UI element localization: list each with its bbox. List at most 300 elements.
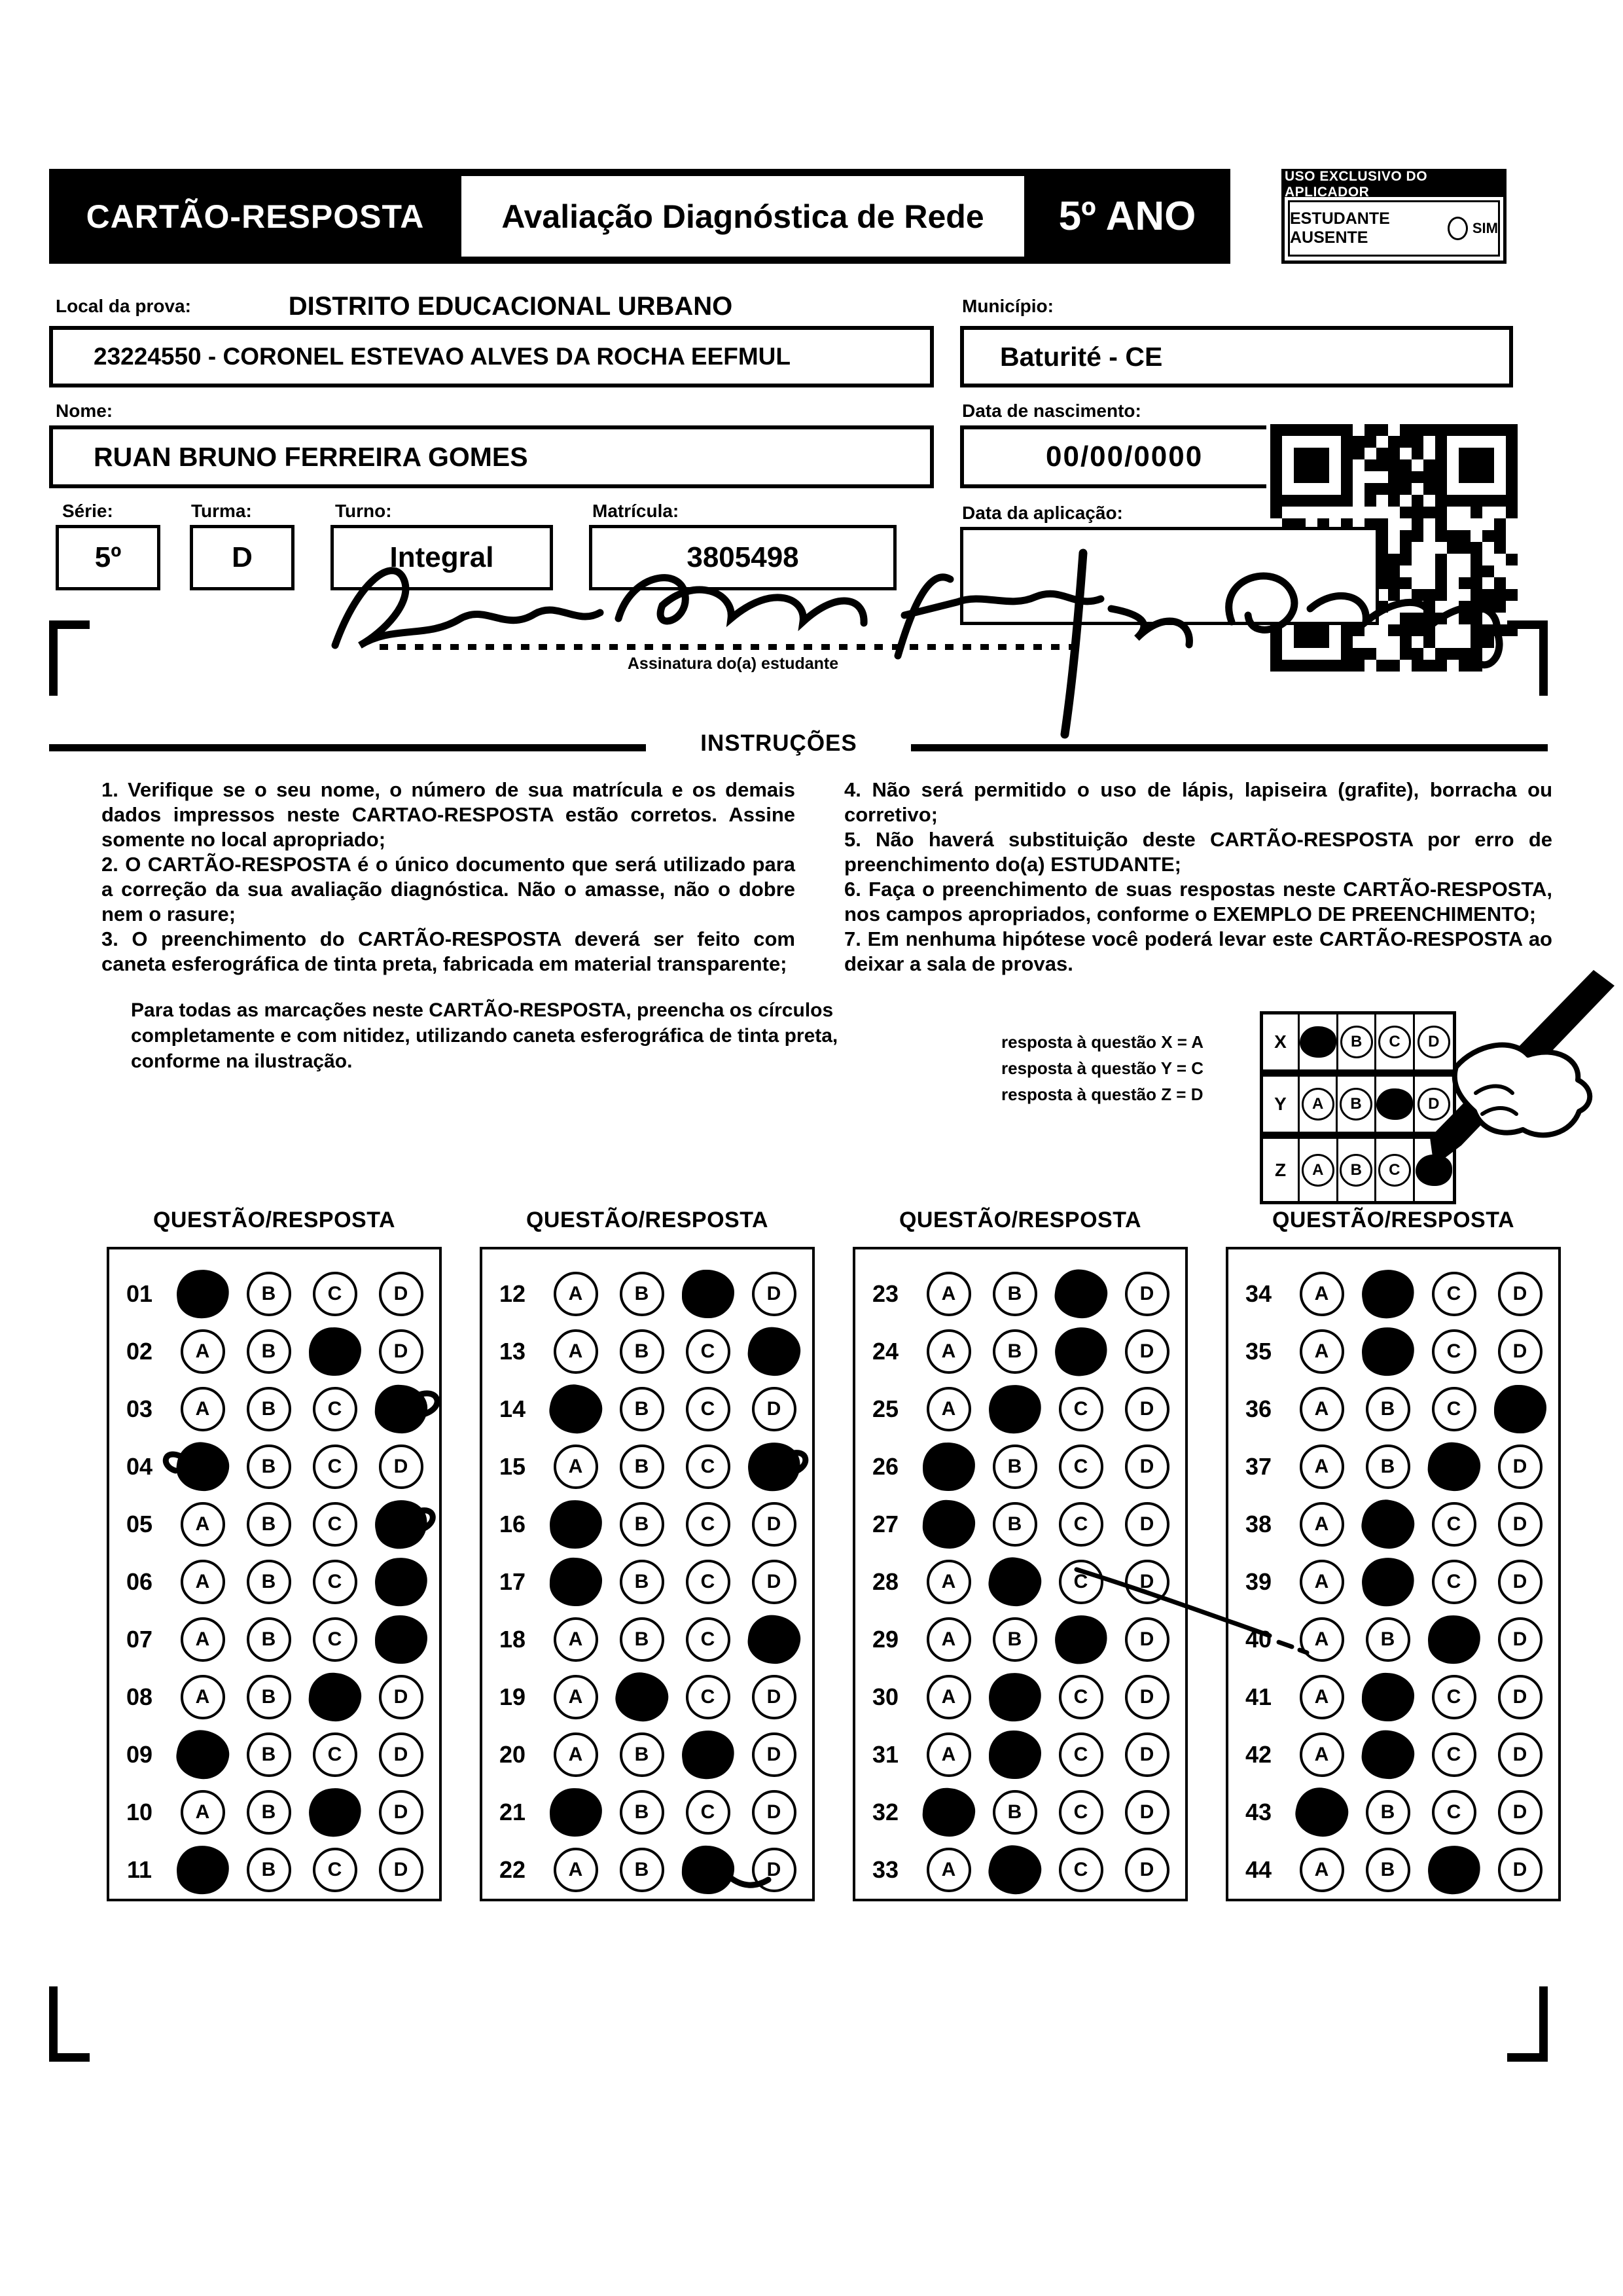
answer-bubble: B	[620, 1848, 664, 1892]
answer-bubble-marked	[1359, 1728, 1416, 1782]
answer-bubble: C	[1059, 1387, 1103, 1431]
answer-row	[855, 1841, 1185, 1899]
answer-bubble-marked	[548, 1787, 603, 1838]
answer-bubble-marked	[305, 1784, 365, 1841]
answer-bubble: D	[752, 1790, 796, 1835]
example-bubble: D	[1418, 1088, 1450, 1121]
answer-row	[1228, 1265, 1558, 1323]
instruction-item: 6. Faça o preenchimento de suas respostas neste CARTÃO-RESPOSTA, nos campos apropriados, conforme o EXEMPLO DE PREENCHIMENTO;	[844, 878, 1552, 925]
answer-bubble: C	[313, 1848, 357, 1892]
answer-bubble-marked	[308, 1327, 362, 1377]
answer-bubble-marked	[174, 1844, 230, 1897]
exam-title: Avaliação Diagnóstica de Rede	[461, 176, 1024, 257]
answer-bubble: B	[1366, 1617, 1410, 1662]
answer-bubble: A	[1300, 1675, 1344, 1719]
question-number: 02	[126, 1338, 153, 1365]
answer-bubble: D	[1498, 1617, 1543, 1662]
answer-bubble: B	[993, 1444, 1037, 1489]
answer-row	[1228, 1553, 1558, 1611]
answer-bubble: D	[1125, 1444, 1169, 1489]
answer-row	[109, 1553, 439, 1611]
answer-bubble: C	[1432, 1272, 1476, 1316]
answer-bubble: A	[181, 1329, 225, 1374]
question-number: 12	[499, 1280, 526, 1307]
question-number: 29	[872, 1626, 899, 1653]
answer-bubble: C	[313, 1444, 357, 1489]
answer-bubble: A	[181, 1617, 225, 1662]
answer-bubble: C	[686, 1329, 730, 1374]
question-number: 15	[499, 1453, 526, 1480]
answer-bubble-marked	[1050, 1322, 1112, 1380]
answer-bubble: D	[379, 1732, 423, 1777]
answer-row	[109, 1438, 439, 1496]
answer-bubble: B	[620, 1790, 664, 1835]
answer-bubble: A	[927, 1675, 971, 1719]
answer-bubble: B	[1366, 1848, 1410, 1892]
hand-pen-illustration	[1378, 969, 1620, 1185]
crop-mark-bottom-right	[1507, 1986, 1548, 2062]
answer-bubble-marked	[1291, 1784, 1352, 1841]
local-value: DISTRITO EDUCACIONAL URBANO	[288, 292, 733, 321]
answer-bubble-marked	[921, 1442, 976, 1492]
answer-bubble: A	[1300, 1732, 1344, 1777]
answer-bubble-marked	[921, 1499, 976, 1550]
answer-bubble-marked	[1358, 1554, 1418, 1610]
answer-bubble: A	[554, 1444, 598, 1489]
answer-bubble-marked	[745, 1325, 802, 1378]
answer-bubble: B	[1366, 1790, 1410, 1835]
answer-bubble: D	[1125, 1329, 1169, 1374]
example-bubble: B	[1340, 1026, 1373, 1058]
answer-bubble: D	[1125, 1560, 1169, 1604]
answer-bubble: D	[1498, 1560, 1543, 1604]
answer-row	[855, 1265, 1185, 1323]
answer-bubble: B	[247, 1272, 291, 1316]
answer-bubble: C	[686, 1387, 730, 1431]
answer-bubble: B	[620, 1444, 664, 1489]
crop-mark-bottom-left	[49, 1986, 90, 2062]
answer-bubble: A	[554, 1848, 598, 1892]
answer-row	[1228, 1438, 1558, 1496]
question-number: 39	[1245, 1568, 1272, 1595]
answer-row	[1228, 1380, 1558, 1438]
turno-field: Integral	[330, 525, 553, 590]
answer-bubble: B	[993, 1790, 1037, 1835]
crop-mark-top-right	[1507, 620, 1548, 696]
answer-bubble-marked	[681, 1845, 735, 1895]
answer-row	[482, 1611, 812, 1668]
answer-bubble: A	[1300, 1444, 1344, 1489]
answer-row	[109, 1841, 439, 1899]
answers-column-3	[853, 1247, 1188, 1901]
answers-header-4: QUESTÃO/RESPOSTA	[1272, 1208, 1515, 1232]
answer-bubble-marked	[985, 1842, 1044, 1898]
answer-bubble: C	[1059, 1848, 1103, 1892]
answer-bubble-marked	[372, 1555, 429, 1609]
grade-label: 5º ANO	[1058, 194, 1196, 239]
question-number: 21	[499, 1799, 526, 1825]
answer-bubble: C	[1059, 1444, 1103, 1489]
answer-bubble: C	[1432, 1732, 1476, 1777]
answer-row	[1228, 1668, 1558, 1726]
answer-bubble: D	[752, 1732, 796, 1777]
answer-row	[482, 1784, 812, 1841]
answer-bubble-marked	[986, 1670, 1043, 1724]
answer-bubble: A	[181, 1502, 225, 1547]
turma-field: D	[190, 525, 294, 590]
answer-bubble-marked	[745, 1613, 802, 1666]
answer-bubble-marked	[1358, 1496, 1418, 1553]
question-number: 03	[126, 1395, 153, 1422]
answer-bubble: A	[181, 1790, 225, 1835]
answer-row	[855, 1496, 1185, 1553]
answer-bubble-marked	[546, 1381, 606, 1438]
answer-bubble: C	[313, 1732, 357, 1777]
answer-bubble: D	[1125, 1675, 1169, 1719]
answer-bubble: D	[1125, 1272, 1169, 1316]
question-number: 04	[126, 1453, 153, 1480]
answer-bubble: B	[247, 1732, 291, 1777]
absent-option-label: SIM	[1472, 220, 1498, 236]
question-number: 25	[872, 1395, 899, 1422]
answer-bubble-marked	[986, 1382, 1043, 1436]
answer-bubble-marked	[173, 1727, 232, 1783]
instructions-rule-left	[49, 744, 646, 751]
answer-bubble: D	[1498, 1329, 1543, 1374]
answer-row	[855, 1553, 1185, 1611]
question-number: 20	[499, 1741, 526, 1768]
example-bubble: C	[1378, 1026, 1411, 1058]
answer-bubble: A	[1300, 1329, 1344, 1374]
question-number: 13	[499, 1338, 526, 1365]
answer-bubble: B	[993, 1617, 1037, 1662]
answer-bubble: A	[1300, 1560, 1344, 1604]
applicator-box	[1281, 169, 1507, 264]
instruction-item: 3. O preenchimento do CARTÃO-RESPOSTA deverá ser feito com caneta esferográfica de tinta preta, fabricada em material transparente;	[101, 927, 795, 975]
instructions-rule-right	[911, 744, 1548, 751]
answer-bubble: D	[1498, 1675, 1543, 1719]
answer-bubble: B	[620, 1272, 664, 1316]
answer-row	[482, 1265, 812, 1323]
answer-row	[855, 1380, 1185, 1438]
answer-bubble-marked	[1494, 1385, 1546, 1433]
answer-bubble-marked	[173, 1266, 231, 1321]
crop-mark-top-left	[49, 620, 90, 696]
absent-label: ESTUDANTE AUSENTE	[1290, 209, 1390, 247]
example-cell	[1300, 1077, 1338, 1132]
answer-bubble: C	[1059, 1790, 1103, 1835]
answer-bubble: C	[1059, 1675, 1103, 1719]
answer-bubble: D	[379, 1848, 423, 1892]
answer-bubble-marked	[921, 1786, 976, 1838]
answer-row	[855, 1323, 1185, 1380]
answer-bubble-marked	[1359, 1325, 1416, 1378]
answer-row	[109, 1784, 439, 1841]
answer-bubble: D	[1125, 1387, 1169, 1431]
answer-bubble-marked	[988, 1730, 1041, 1779]
question-number: 37	[1245, 1453, 1272, 1480]
answer-bubble: C	[313, 1502, 357, 1547]
answer-bubble-marked	[549, 1557, 602, 1606]
answer-bubble: D	[1125, 1848, 1169, 1892]
answer-bubble: D	[379, 1675, 423, 1719]
instructions-left-column	[101, 778, 795, 977]
answer-bubble: B	[247, 1502, 291, 1547]
answers-column-1	[107, 1247, 442, 1901]
answer-bubble: B	[620, 1502, 664, 1547]
absent-sim-bubble	[1448, 217, 1468, 240]
answer-bubble: B	[993, 1272, 1037, 1316]
nascimento-field: 00/00/0000	[960, 425, 1379, 488]
question-number: 42	[1245, 1741, 1272, 1768]
question-number: 10	[126, 1799, 153, 1825]
serie-label: Série:	[62, 501, 113, 521]
answer-bubble-marked	[1052, 1266, 1109, 1321]
question-number: 26	[872, 1453, 899, 1480]
question-number: 40	[1245, 1626, 1272, 1653]
turno-label: Turno:	[335, 501, 392, 521]
example-row-label: Z	[1263, 1139, 1300, 1201]
instruction-item: 5. Não haverá substituição deste CARTÃO-RESPOSTA por erro de preenchimento do(a) ESTUDANTE;	[844, 828, 1552, 876]
example-bubble: B	[1340, 1154, 1372, 1187]
answer-row	[1228, 1323, 1558, 1380]
answer-bubble: B	[247, 1387, 291, 1431]
example-cell	[1338, 1077, 1376, 1132]
example-legend-line: resposta à questão X = A	[1001, 1032, 1204, 1052]
example-legend-line: resposta à questão Y = C	[1001, 1058, 1204, 1078]
answer-bubble: C	[1432, 1502, 1476, 1547]
question-number: 44	[1245, 1856, 1272, 1883]
answer-bubble: C	[686, 1444, 730, 1489]
answer-bubble: B	[620, 1617, 664, 1662]
question-number: 30	[872, 1683, 899, 1710]
answer-bubble: A	[181, 1560, 225, 1604]
answer-bubble: D	[1498, 1732, 1543, 1777]
answer-row	[109, 1323, 439, 1380]
answer-bubble: C	[1059, 1732, 1103, 1777]
question-number: 07	[126, 1626, 153, 1653]
question-number: 09	[126, 1741, 153, 1768]
answer-bubble: D	[752, 1272, 796, 1316]
question-number: 27	[872, 1511, 899, 1537]
question-number: 33	[872, 1856, 899, 1883]
answer-row	[1228, 1841, 1558, 1899]
answer-row	[109, 1726, 439, 1784]
answer-bubble: D	[379, 1790, 423, 1835]
answer-bubble: A	[927, 1732, 971, 1777]
answer-bubble: C	[686, 1502, 730, 1547]
answer-row	[109, 1611, 439, 1668]
answer-bubble: B	[620, 1329, 664, 1374]
answer-bubble-marked	[986, 1554, 1044, 1609]
instruction-item: 2. O CARTÃO-RESPOSTA é o único documento que será utilizado para a correção da sua avaliação diagnóstica. Não o amasse, não o dobre nem o rasure;	[101, 853, 795, 925]
answer-row	[482, 1323, 812, 1380]
answer-bubble: D	[1498, 1502, 1543, 1547]
answer-row	[482, 1438, 812, 1496]
header-band	[49, 169, 1230, 264]
answer-bubble: A	[554, 1272, 598, 1316]
answer-bubble: C	[686, 1617, 730, 1662]
example-bubble: A	[1302, 1088, 1334, 1121]
answer-bubble: B	[620, 1560, 664, 1604]
absent-row	[1288, 200, 1500, 257]
question-number: 28	[872, 1568, 899, 1595]
answer-bubble: C	[1432, 1560, 1476, 1604]
answer-bubble: C	[313, 1617, 357, 1662]
answer-bubble: C	[1059, 1502, 1103, 1547]
answer-row	[1228, 1496, 1558, 1553]
answer-bubble: D	[1125, 1790, 1169, 1835]
answer-bubble: D	[379, 1444, 423, 1489]
answer-bubble-marked	[1425, 1441, 1482, 1494]
question-number: 18	[499, 1626, 526, 1653]
answer-row	[482, 1668, 812, 1726]
answer-row	[855, 1784, 1185, 1841]
answer-bubble: A	[1300, 1502, 1344, 1547]
answer-bubble: B	[1366, 1444, 1410, 1489]
answer-bubble: A	[927, 1560, 971, 1604]
answer-bubble: C	[1432, 1387, 1476, 1431]
answer-bubble-marked	[374, 1384, 429, 1435]
answer-bubble: B	[247, 1675, 291, 1719]
answer-bubble-marked	[374, 1615, 427, 1664]
instruction-item: 1. Verifique se o seu nome, o número de sua matrícula e os demais dados impressos neste CARTAO-RESPOSTA estão corretos. Assine somente no local apropriado;	[101, 778, 795, 851]
answer-bubble: D	[1498, 1444, 1543, 1489]
answer-bubble: C	[313, 1560, 357, 1604]
answer-bubble: C	[1432, 1790, 1476, 1835]
answer-bubble: A	[554, 1329, 598, 1374]
answer-bubble: D	[1125, 1502, 1169, 1547]
answer-row	[109, 1380, 439, 1438]
answer-bubble: A	[1300, 1848, 1344, 1892]
answer-bubble: A	[554, 1732, 598, 1777]
answer-bubble: D	[1125, 1617, 1169, 1662]
question-number: 35	[1245, 1338, 1272, 1365]
answer-bubble: B	[247, 1848, 291, 1892]
question-number: 43	[1245, 1799, 1272, 1825]
question-number: 24	[872, 1338, 899, 1365]
example-bubble: C	[1378, 1154, 1411, 1187]
answer-bubble: A	[927, 1617, 971, 1662]
question-number: 38	[1245, 1511, 1272, 1537]
answers-column-2	[480, 1247, 815, 1901]
example-cell	[1300, 1139, 1338, 1201]
question-number: 22	[499, 1856, 526, 1883]
answer-bubble: A	[1300, 1387, 1344, 1431]
aplicacao-field	[960, 527, 1379, 625]
answer-bubble-marked	[682, 1270, 734, 1318]
question-number: 41	[1245, 1683, 1272, 1710]
question-number: 36	[1245, 1395, 1272, 1422]
answer-bubble: C	[313, 1272, 357, 1316]
example-bubble-filled	[1300, 1026, 1336, 1058]
answer-bubble: C	[1059, 1560, 1103, 1604]
answer-bubble-marked	[744, 1439, 804, 1495]
instructions-right-column	[844, 778, 1552, 977]
question-number: 17	[499, 1568, 526, 1595]
local-label: Local da prova:	[56, 296, 191, 316]
answer-bubble: D	[1498, 1848, 1543, 1892]
answers-column-4	[1226, 1247, 1561, 1901]
answer-row	[482, 1380, 812, 1438]
example-bubble: D	[1418, 1026, 1450, 1058]
answers-header-2: QUESTÃO/RESPOSTA	[526, 1208, 769, 1232]
example-row-label: X	[1263, 1014, 1300, 1069]
answer-bubble-marked	[1361, 1672, 1414, 1721]
answer-bubble-marked	[611, 1668, 672, 1726]
instruction-item: 7. Em nenhuma hipótese você poderá levar este CARTÃO-RESPOSTA ao deixar a sala de provas.	[844, 927, 1552, 975]
answer-row	[482, 1553, 812, 1611]
answer-bubble: D	[752, 1675, 796, 1719]
question-number: 11	[126, 1856, 152, 1883]
answers-header-1: QUESTÃO/RESPOSTA	[152, 1208, 396, 1232]
answer-row	[855, 1668, 1185, 1726]
question-number: 19	[499, 1683, 526, 1710]
example-row-label: Y	[1263, 1077, 1300, 1132]
answer-bubble: C	[686, 1560, 730, 1604]
municipio-field: Baturité - CE	[960, 326, 1513, 387]
matricula-label: Matrícula:	[592, 501, 679, 521]
example-legend-line: resposta à questão Z = D	[1001, 1085, 1204, 1104]
answer-bubble: A	[927, 1387, 971, 1431]
answer-bubble: B	[620, 1732, 664, 1777]
example-cell	[1338, 1014, 1376, 1069]
answer-row	[482, 1841, 812, 1899]
matricula-field: 3805498	[589, 525, 897, 590]
answer-bubble: A	[927, 1272, 971, 1316]
answer-bubble: A	[554, 1617, 598, 1662]
municipio-label: Município:	[962, 296, 1054, 316]
answer-row	[482, 1726, 812, 1784]
answer-bubble-marked	[1426, 1613, 1482, 1665]
answer-bubble: A	[1300, 1617, 1344, 1662]
question-number: 05	[126, 1511, 153, 1537]
example-cell	[1338, 1139, 1377, 1201]
answer-row	[855, 1438, 1185, 1496]
answer-bubble: C	[1432, 1329, 1476, 1374]
answer-bubble-marked	[307, 1671, 363, 1723]
answer-bubble: D	[1498, 1790, 1543, 1835]
answer-bubble-marked	[173, 1439, 232, 1494]
aplicacao-label: Data da aplicação:	[962, 503, 1123, 523]
answer-bubble: C	[1432, 1675, 1476, 1719]
nome-label: Nome:	[56, 401, 113, 421]
example-bubble: B	[1340, 1088, 1372, 1121]
answer-bubble: A	[181, 1675, 225, 1719]
example-cell	[1300, 1014, 1338, 1069]
answer-row	[482, 1496, 812, 1553]
nascimento-label: Data de nascimento:	[962, 401, 1141, 421]
answer-bubble: A	[181, 1387, 225, 1431]
applicator-box-title: USO EXCLUSIVO DO APLICADOR	[1285, 172, 1503, 197]
answer-bubble: D	[752, 1502, 796, 1547]
answer-bubble: D	[1498, 1272, 1543, 1316]
answer-row	[109, 1496, 439, 1553]
answer-bubble-marked	[1050, 1611, 1111, 1668]
answer-bubble: C	[686, 1790, 730, 1835]
answer-bubble-marked	[679, 1727, 738, 1782]
answer-bubble: B	[247, 1560, 291, 1604]
answer-row	[855, 1611, 1185, 1668]
question-number: 16	[499, 1511, 526, 1537]
answers-header-3: QUESTÃO/RESPOSTA	[899, 1208, 1142, 1232]
question-number: 08	[126, 1683, 153, 1710]
answer-bubble: D	[752, 1560, 796, 1604]
instruction-item: 4. Não será permitido o uso de lápis, lapiseira (grafite), borracha ou corretivo;	[844, 778, 1552, 826]
answer-row	[1228, 1611, 1558, 1668]
example-bubble: A	[1302, 1154, 1334, 1187]
answer-bubble: A	[554, 1675, 598, 1719]
